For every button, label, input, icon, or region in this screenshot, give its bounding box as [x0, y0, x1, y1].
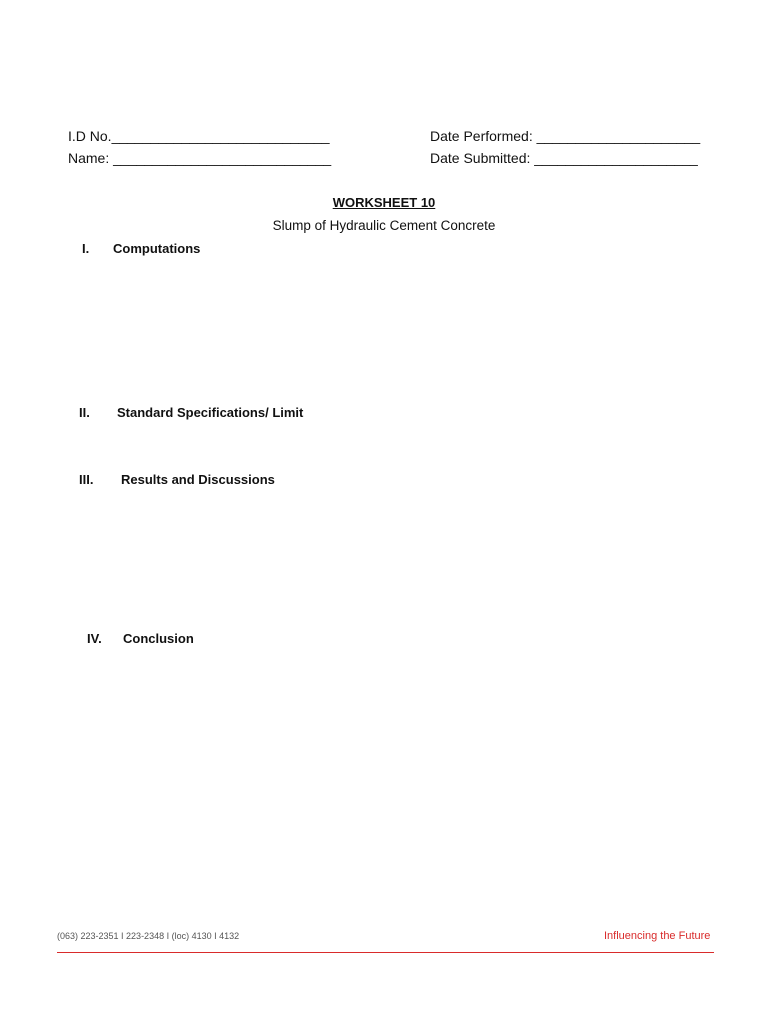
section-number-computations: I.	[82, 241, 90, 256]
date-submitted-field: Date Submitted: _____________________	[430, 150, 698, 166]
id-number-field: I.D No.____________________________	[68, 128, 330, 144]
section-number-standard-specifications: II.	[79, 405, 90, 420]
worksheet-title: WORKSHEET 10	[332, 195, 436, 210]
section-title-computations: Computations	[113, 241, 201, 256]
section-number-results-discussions: III.	[79, 472, 94, 487]
date-performed-field: Date Performed: _____________________	[430, 128, 701, 144]
section-title-conclusion: Conclusion	[123, 631, 194, 646]
section-title-standard-specifications: Standard Specifications/ Limit	[117, 405, 304, 420]
footer-tagline: Influencing the Future	[604, 930, 711, 942]
worksheet-subtitle: Slump of Hydraulic Cement Concrete	[272, 218, 496, 233]
footer-divider	[57, 952, 714, 953]
footer-contact-numbers: (063) 223-2351 I 223-2348 I (loc) 4130 I 4132	[57, 931, 240, 941]
section-title-results-discussions: Results and Discussions	[121, 472, 275, 487]
section-number-conclusion: IV.	[87, 631, 102, 646]
name-field: Name: ____________________________	[68, 150, 332, 166]
